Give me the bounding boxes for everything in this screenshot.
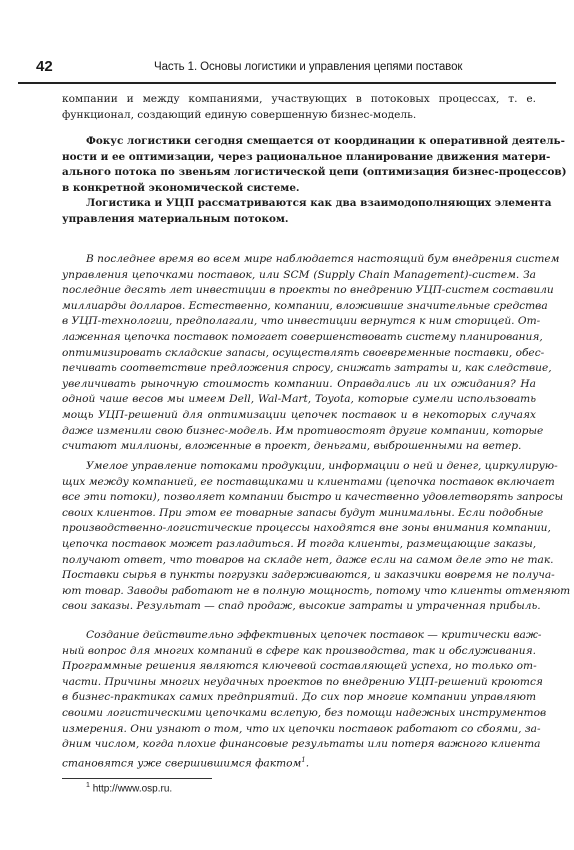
text-line: ют товар. Заводы работают не в полную мощность, потому что клиенты отменяют	[62, 584, 571, 597]
text-line: производственно-логистические процессы находятся вне зоны внимания компании,	[62, 522, 551, 535]
text-line: в бизнес-практиках самих предприятий. До сих пор многие компании управляют	[62, 691, 536, 704]
text-line: Создание действительно эффективных цепочек поставок — критически важ-	[86, 629, 542, 641]
text-line: управления материальным потоком.	[62, 212, 289, 225]
text-line: последние десять лет инвестиции в проекты по внедрению УЦП-систем составили	[62, 284, 554, 297]
text-line: Умелое управление потоками продукции, информации о ней и денег, циркулирую-	[86, 460, 558, 472]
footnote-marker: 1	[301, 755, 306, 764]
text-line: измерения. Они узнают о том, что их цепочки поставок работают со сбоями, за-	[62, 722, 541, 735]
paragraph-effective-chains	[62, 628, 547, 772]
text-line: Логистика и УЦП рассматриваются как два взаимодополняющих элемента	[86, 197, 552, 209]
text-line: ности и ее оптимизации, через рациональное планирование движения матери-	[62, 150, 551, 163]
text-line: Фокус логистики сегодня смещается от координации к оперативной деятель-	[86, 135, 565, 147]
running-title: Часть 1. Основы логистики и управления цепями поставок	[154, 61, 463, 73]
text-line: получают ответ, что товаров на складе нет, даже если на самом деле это не так.	[62, 553, 554, 566]
intro-paragraph	[62, 92, 536, 123]
text-line: мощь УЦП-решений для оптимизации цепочек поставок и в некоторых случаях	[62, 408, 536, 421]
text-line: Программные решения являются ключевой составляющей успеха, но только от-	[62, 660, 537, 673]
text-line: одной чаше весов мы имеем Dell, Wal-Mart, Toyota, которые сумели использовать	[62, 393, 536, 406]
text-line: увеличивать рыночную стоимость компании. Оправдались ли их ожидания? На	[62, 377, 536, 390]
text-line: лаженная цепочка поставок помогает совершенствовать систему планирования,	[62, 330, 543, 343]
text-line: дним числом, когда плохие финансовые результаты или потеря важного клиента	[62, 738, 541, 751]
text-line: в конкретной экономической системе.	[62, 181, 300, 194]
page-number: 42	[36, 58, 53, 75]
paragraph-flow-management	[62, 459, 571, 615]
text-line: ального потока по звеньям логистической цепи (оптимизация бизнес-процессов)	[62, 166, 567, 178]
footnote-rule	[62, 778, 212, 779]
text-line: даже изменили свою бизнес-модель. Им противостоят другие компании, которые	[62, 424, 544, 437]
text-line: своими логистическими цепочками вслепую, без помощи надежных инструментов	[62, 706, 547, 719]
text-line: все эти потоки), позволяет компании быстро и качественно удовлетворять запросы	[62, 491, 564, 504]
text-line: свои заказы. Результат — спад продаж, высокие затраты и утраченная прибыль.	[62, 600, 541, 613]
footnote	[86, 782, 172, 794]
text-line: компании и между компаниями, участвующих в потоковых процессах, т. е.	[62, 93, 536, 105]
paragraph-scm-boom	[62, 252, 560, 455]
footnote-link[interactable]: http://www.osp.ru.	[92, 783, 173, 795]
text-line: функционал, создающий единую совершенную бизнес-модель.	[62, 108, 417, 121]
text-line: части. Причины многих неудачных проектов по внедрению УЦП-решений кроются	[62, 675, 543, 688]
text-line: становятся уже свершившимся фактом$^1$.	[62, 755, 310, 770]
text-line: считают миллионы, вложенные в проект, деньгами, выброшенными на ветер.	[62, 440, 522, 453]
last-line-text: становятся уже свершившимся фактом	[62, 757, 302, 770]
highlight-block	[62, 134, 567, 227]
text-line: своих клиентов. При этом ее товарные запасы будут минимальны. Если подобные	[62, 506, 544, 519]
text-line: оптимизировать складские запасы, осуществлять своевременные поставки, обес-	[62, 346, 545, 359]
text-line: щих между компанией, ее поставщиками и клиентами (цепочка поставок включает	[62, 475, 555, 488]
page-header	[18, 58, 556, 84]
text-line: Поставки сырья в пункты погрузки задерживаются, и заказчики вовремя не получа-	[62, 569, 555, 582]
text-line: печивать соответствие предложения спросу, снижать затраты и, как следствие,	[62, 362, 552, 375]
text-line: В последнее время во всем мире наблюдается настоящий бум внедрения систем	[86, 253, 560, 265]
text-line: миллиарды долларов. Естественно, компании, вложившие значительные средства	[62, 299, 548, 312]
text-line: в УЦП-технологии, предполагали, что инвестиции вернутся к ним сторицей. От-	[62, 315, 541, 328]
text-line: ный вопрос для многих компаний в сфере как производства, так и обслуживания.	[62, 644, 536, 657]
text-line: управления цепочками поставок, или SCM (Supply Chain Management)-систем. За	[62, 268, 536, 281]
text-line: цепочка поставок может разладиться. И тогда клиенты, размещающие заказы,	[62, 537, 537, 550]
footnote-number: 1	[86, 782, 90, 789]
